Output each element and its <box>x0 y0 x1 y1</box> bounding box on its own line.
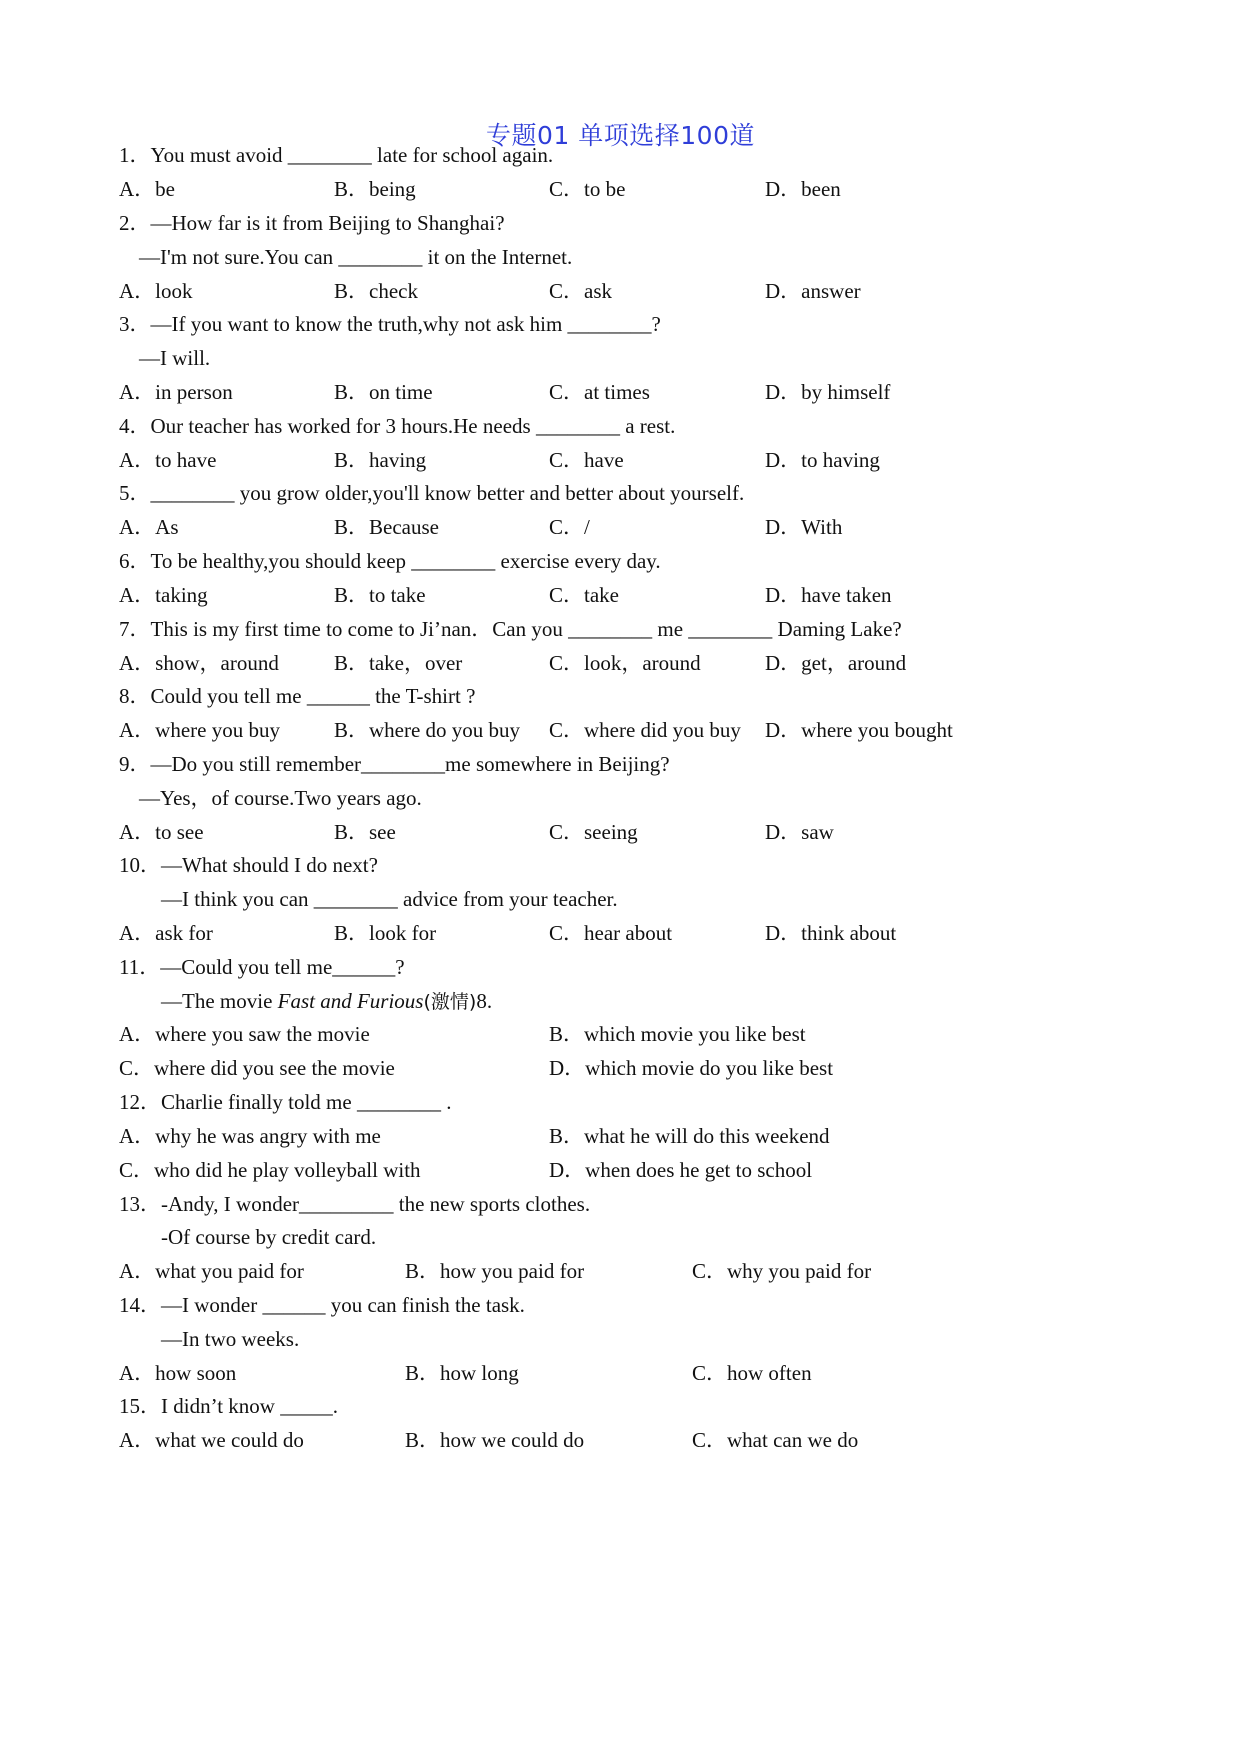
question-9-option-b[interactable]: B．see <box>334 820 396 844</box>
question-13-option-a[interactable]: A．what you paid for <box>119 1259 304 1283</box>
question-3-option-d[interactable]: D．by himself <box>765 380 891 404</box>
question-6-option-b[interactable]: B．to take <box>334 583 426 607</box>
question-6-option-d[interactable]: D．have taken <box>765 583 892 607</box>
question-1-option-d[interactable]: D．been <box>765 177 841 201</box>
question-4-option-b[interactable]: B．having <box>334 448 427 472</box>
question-4-option-a[interactable]: A．to have <box>119 448 217 472</box>
question-2-stem: 2．—How far is it from Beijing to Shanghai? <box>119 211 505 235</box>
question-2-option-a[interactable]: A．look <box>119 279 193 303</box>
question-4-option-c[interactable]: C．have <box>549 448 624 472</box>
question-9-stem: 9．—Do you still remember________me somewhere in Beijing? <box>119 752 670 776</box>
question-11-option-a[interactable]: A．where you saw the movie <box>119 1022 370 1046</box>
question-11-option-c[interactable]: C．where did you see the movie <box>119 1056 395 1080</box>
question-9-option-c[interactable]: C．seeing <box>549 820 638 844</box>
question-13-stem: 13．-Andy, I wonder_________ the new sports clothes. <box>119 1192 591 1216</box>
question-10-option-b[interactable]: B．look for <box>334 921 437 945</box>
question-5-option-c[interactable]: C．/ <box>549 515 590 539</box>
question-15-option-a[interactable]: A．what we could do <box>119 1428 304 1452</box>
question-1-stem: 1．You must avoid ________ late for school again. <box>119 143 554 167</box>
question-13-line: -Of course by credit card. <box>161 1225 377 1249</box>
movie-title: Fast and Furious <box>277 989 424 1013</box>
movie-title-chinese: (激情) <box>423 991 477 1013</box>
question-14-option-b[interactable]: B．how long <box>405 1361 519 1385</box>
question-3-stem: 3．—If you want to know the truth,why not ask him ________? <box>119 312 661 336</box>
question-7-option-a[interactable]: A．show，around <box>119 651 279 675</box>
document-title: 专题01 单项选择100道 <box>486 121 755 150</box>
question-10-line: —I think you can ________ advice from your teacher. <box>161 887 618 911</box>
question-14-stem: 14．—I wonder ______ you can finish the task. <box>119 1293 525 1317</box>
question-2-option-d[interactable]: D．answer <box>765 279 861 303</box>
question-11-line <box>161 988 492 1015</box>
question-12-option-c[interactable]: C．who did he play volleyball with <box>119 1158 421 1182</box>
question-11-option-b[interactable]: B．which movie you like best <box>549 1022 806 1046</box>
question-5-option-b[interactable]: B．Because <box>334 515 439 539</box>
question-8-stem: 8．Could you tell me ______ the T-shirt ? <box>119 684 476 708</box>
question-3-option-b[interactable]: B．on time <box>334 380 433 404</box>
question-12-option-d[interactable]: D．when does he get to school <box>549 1158 813 1182</box>
question-5-option-a[interactable]: A．As <box>119 515 179 539</box>
question-12-stem: 12．Charlie finally told me ________ . <box>119 1090 452 1114</box>
question-14-line: —In two weeks. <box>161 1327 300 1351</box>
question-3-option-a[interactable]: A．in person <box>119 380 233 404</box>
question-10-option-d[interactable]: D．think about <box>765 921 897 945</box>
question-11-line-post: 8. <box>476 989 493 1013</box>
question-10-option-c[interactable]: C．hear about <box>549 921 673 945</box>
question-7-option-c[interactable]: C．look，around <box>549 651 701 675</box>
question-4-option-d[interactable]: D．to having <box>765 448 880 472</box>
question-1-option-a[interactable]: A．be <box>119 177 175 201</box>
question-9-option-d[interactable]: D．saw <box>765 820 834 844</box>
question-12-option-b[interactable]: B．what he will do this weekend <box>549 1124 830 1148</box>
question-7-option-b[interactable]: B．take，over <box>334 651 463 675</box>
question-8-option-d[interactable]: D．where you bought <box>765 718 953 742</box>
question-15-option-b[interactable]: B．how we could do <box>405 1428 585 1452</box>
question-11-stem: 11．—Could you tell me______? <box>119 955 405 979</box>
question-7-option-d[interactable]: D．get，around <box>765 651 907 675</box>
question-11-option-d[interactable]: D．which movie do you like best <box>549 1056 834 1080</box>
question-14-option-c[interactable]: C．how often <box>692 1361 812 1385</box>
question-5-stem: 5．________ you grow older,you'll know better and better about yourself. <box>119 481 745 505</box>
question-2-line: —I'm not sure.You can ________ it on the Internet. <box>139 245 573 269</box>
question-3-option-c[interactable]: C．at times <box>549 380 650 404</box>
question-12-option-a[interactable]: A．why he was angry with me <box>119 1124 381 1148</box>
question-6-stem: 6．To be healthy,you should keep ________ exercise every day. <box>119 549 661 573</box>
question-11-line-pre: —The movie <box>161 989 278 1013</box>
question-8-option-c[interactable]: C．where did you buy <box>549 718 741 742</box>
question-10-stem: 10．—What should I do next? <box>119 853 378 877</box>
question-1-option-b[interactable]: B．being <box>334 177 416 201</box>
question-3-line: —I will. <box>139 346 211 370</box>
question-15-stem: 15．I didn’t know _____. <box>119 1394 338 1418</box>
question-2-option-c[interactable]: C．ask <box>549 279 612 303</box>
question-8-option-a[interactable]: A．where you buy <box>119 718 280 742</box>
question-9-line: —Yes，of course.Two years ago. <box>139 786 422 810</box>
question-14-option-a[interactable]: A．how soon <box>119 1361 237 1385</box>
question-15-option-c[interactable]: C．what can we do <box>692 1428 859 1452</box>
question-4-stem: 4．Our teacher has worked for 3 hours.He needs ________ a rest. <box>119 414 676 438</box>
question-7-stem: 7．This is my first time to come to Ji’nan．Can you ________ me ________ Daming Lake? <box>119 617 902 641</box>
question-10-option-a[interactable]: A．ask for <box>119 921 213 945</box>
question-5-option-d[interactable]: D．With <box>765 515 843 539</box>
question-13-option-c[interactable]: C．why you paid for <box>692 1259 872 1283</box>
question-8-option-b[interactable]: B．where do you buy <box>334 718 521 742</box>
question-6-option-a[interactable]: A．taking <box>119 583 208 607</box>
question-6-option-c[interactable]: C．take <box>549 583 619 607</box>
question-13-option-b[interactable]: B．how you paid for <box>405 1259 585 1283</box>
question-2-option-b[interactable]: B．check <box>334 279 418 303</box>
question-9-option-a[interactable]: A．to see <box>119 820 204 844</box>
question-1-option-c[interactable]: C．to be <box>549 177 626 201</box>
